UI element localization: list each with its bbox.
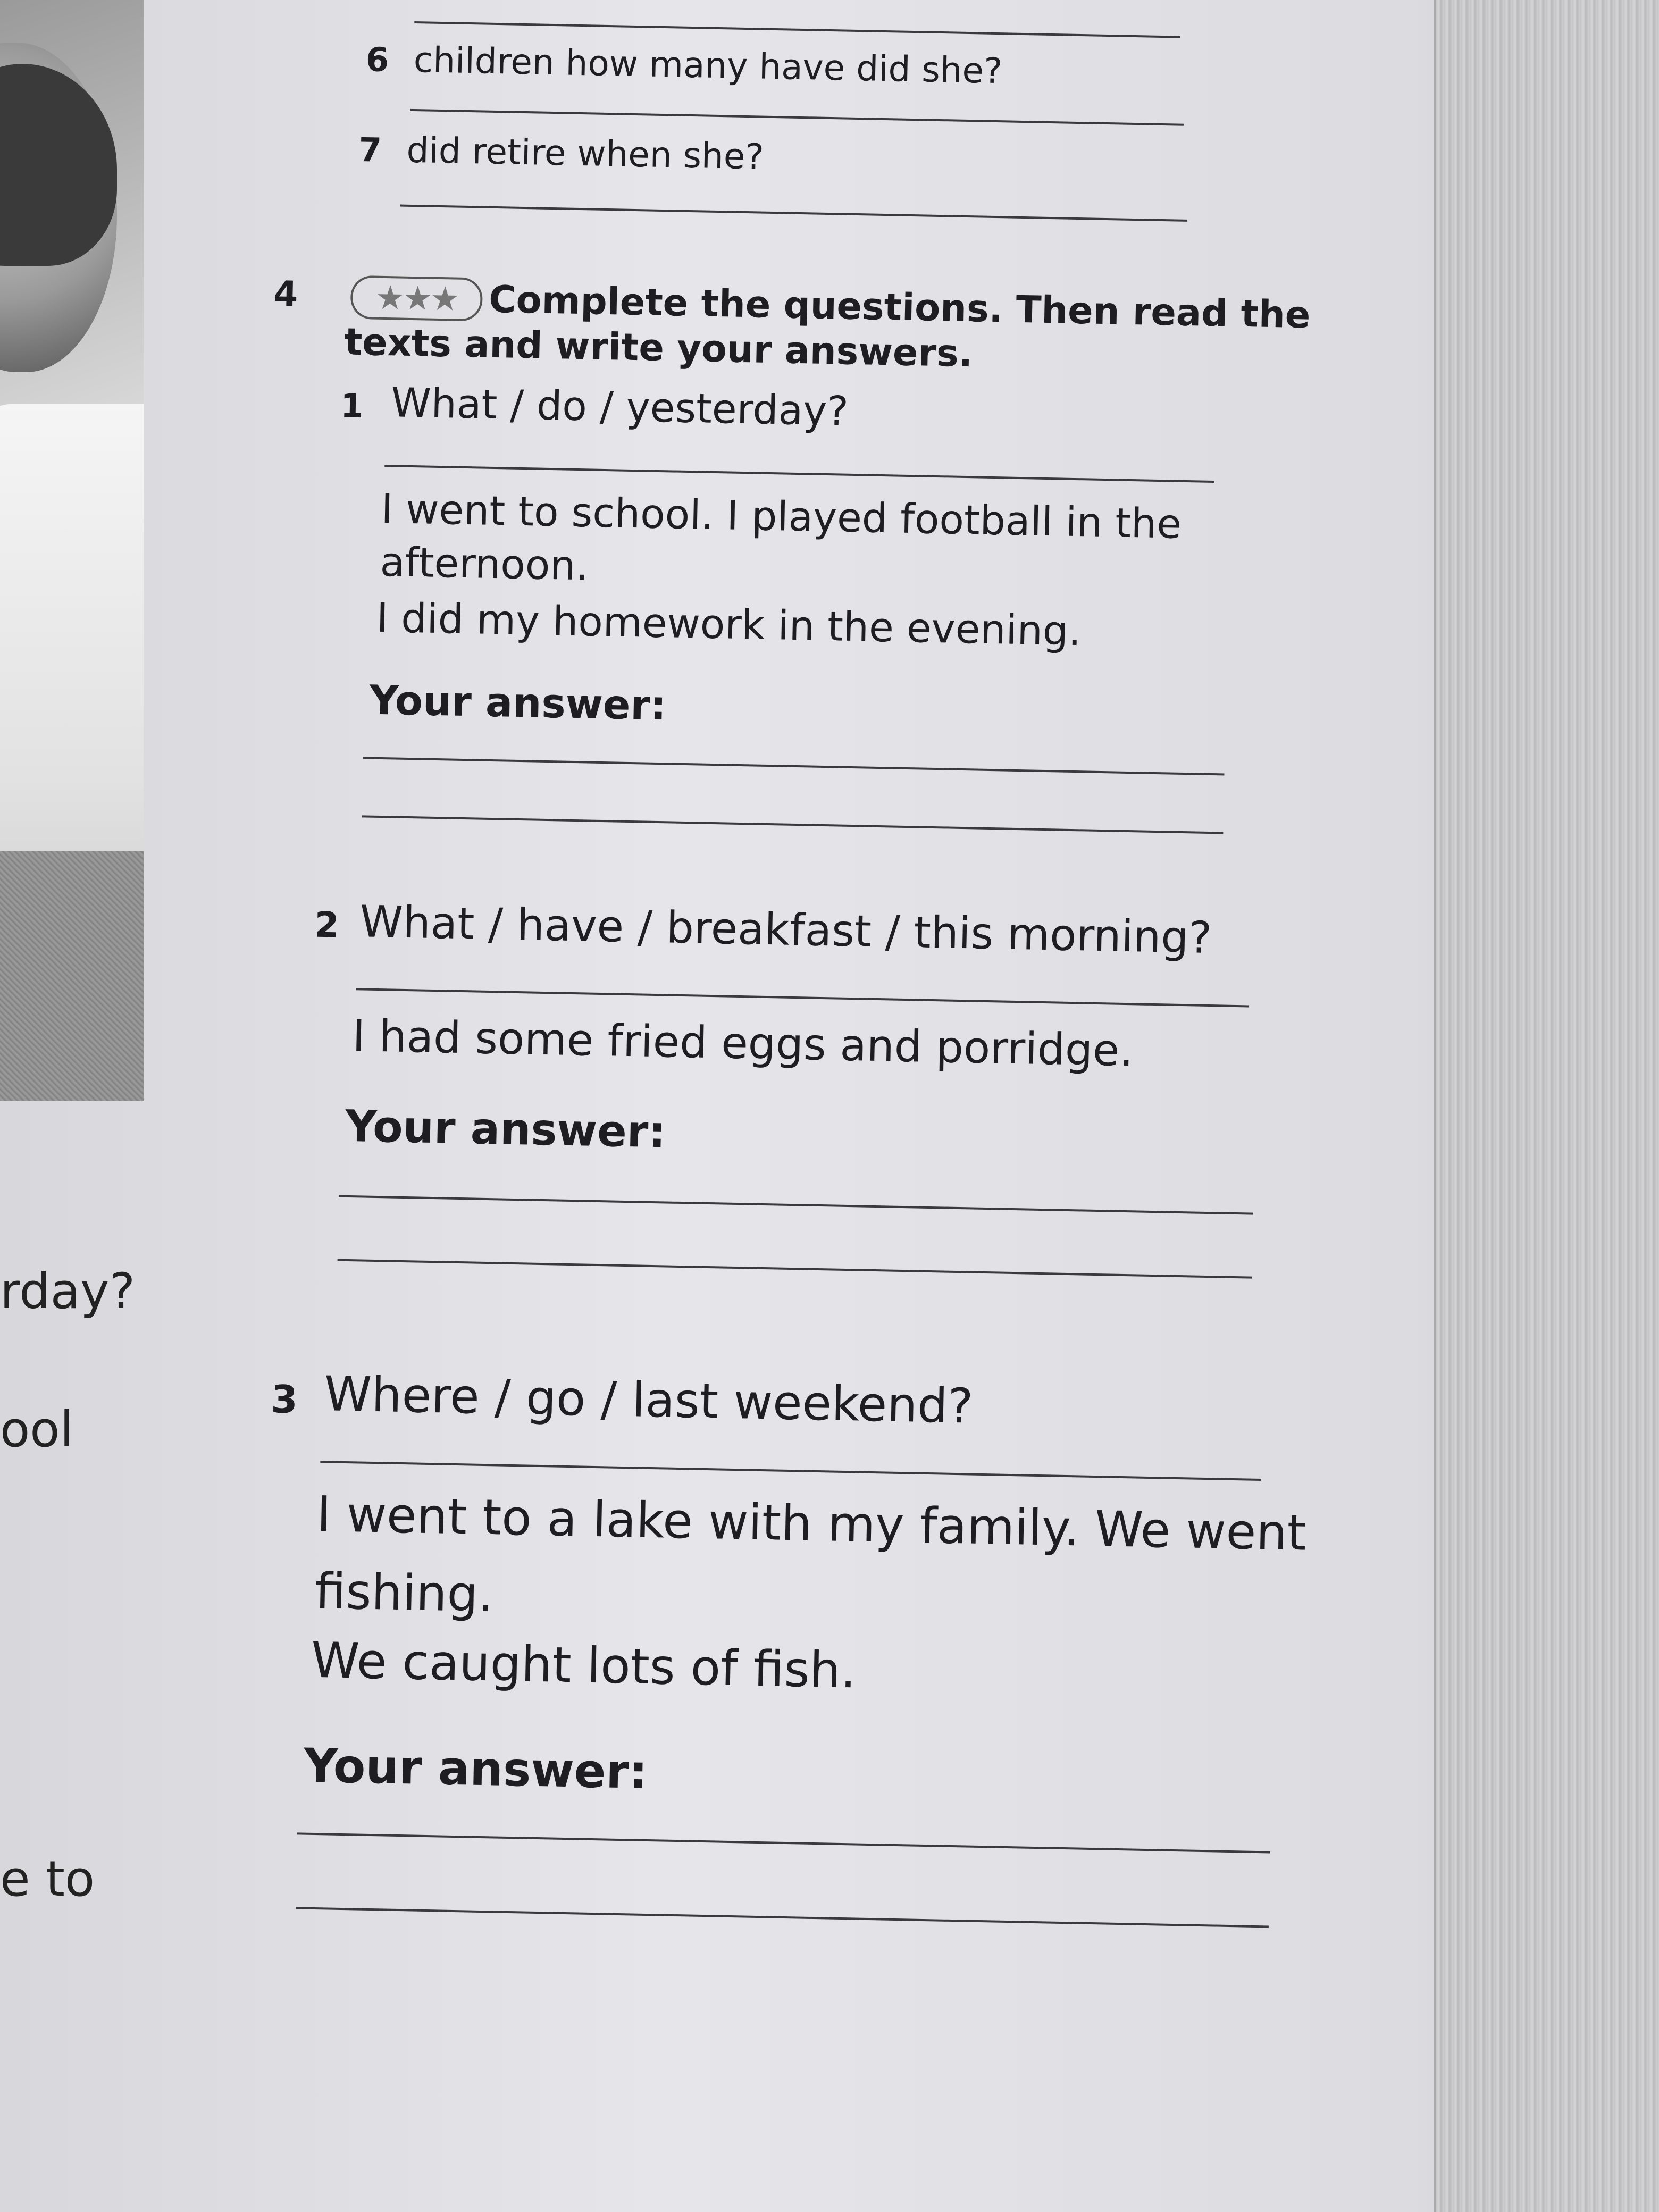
answer-line xyxy=(414,21,1180,38)
left-fragment: ool xyxy=(0,1401,74,1458)
reading-text: I went to school. I played football in the xyxy=(380,484,1182,548)
answer-line[interactable] xyxy=(320,1461,1261,1481)
answer-line[interactable] xyxy=(384,465,1214,483)
reading-text: I did my homework in the evening. xyxy=(375,593,1082,655)
question-number: 2 xyxy=(314,904,340,946)
answer-line[interactable] xyxy=(362,815,1224,834)
reading-text: afternoon. xyxy=(379,538,589,590)
item-text: children how many have did she? xyxy=(413,39,1003,92)
your-answer-label: Your answer: xyxy=(303,1738,649,1799)
reading-text: We caught lots of fish. xyxy=(311,1631,857,1699)
question-number: 1 xyxy=(340,386,364,426)
exercise-number: 4 xyxy=(273,273,299,315)
question-prompt: Where / go / last weekend? xyxy=(323,1366,974,1435)
reading-text: fishing. xyxy=(314,1562,495,1623)
item-text: did retire when she? xyxy=(406,129,765,178)
answer-line[interactable] xyxy=(356,988,1249,1007)
question-prompt: What / have / breakfast / this morning? xyxy=(359,896,1212,964)
your-answer-label: Your answer: xyxy=(369,676,667,730)
answer-line[interactable] xyxy=(363,757,1225,775)
answer-line[interactable] xyxy=(410,109,1184,126)
instruction-line-2: texts and write your answers. xyxy=(343,320,974,376)
left-fragment: e to xyxy=(0,1850,95,1907)
left-fragment: rday? xyxy=(0,1263,136,1320)
book-page-edges xyxy=(1434,0,1659,2212)
item-number: 6 xyxy=(365,40,389,80)
instruction-line-1: Complete the questions. Then read the xyxy=(488,277,1311,337)
answer-line[interactable] xyxy=(339,1195,1253,1215)
answer-line[interactable] xyxy=(297,1832,1270,1853)
your-answer-label: Your answer: xyxy=(345,1101,666,1158)
item-number: 7 xyxy=(358,130,382,170)
question-prompt: What / do / yesterday? xyxy=(390,379,849,435)
reading-text: I had some fried eggs and porridge. xyxy=(351,1011,1134,1077)
answer-line[interactable] xyxy=(296,1907,1269,1928)
reading-text: I went to a lake with my family. We went xyxy=(316,1485,1307,1562)
question-number: 3 xyxy=(270,1377,298,1422)
difficulty-stars: ★★★ xyxy=(350,275,483,322)
answer-line[interactable] xyxy=(400,205,1187,222)
answer-line[interactable] xyxy=(338,1259,1252,1279)
